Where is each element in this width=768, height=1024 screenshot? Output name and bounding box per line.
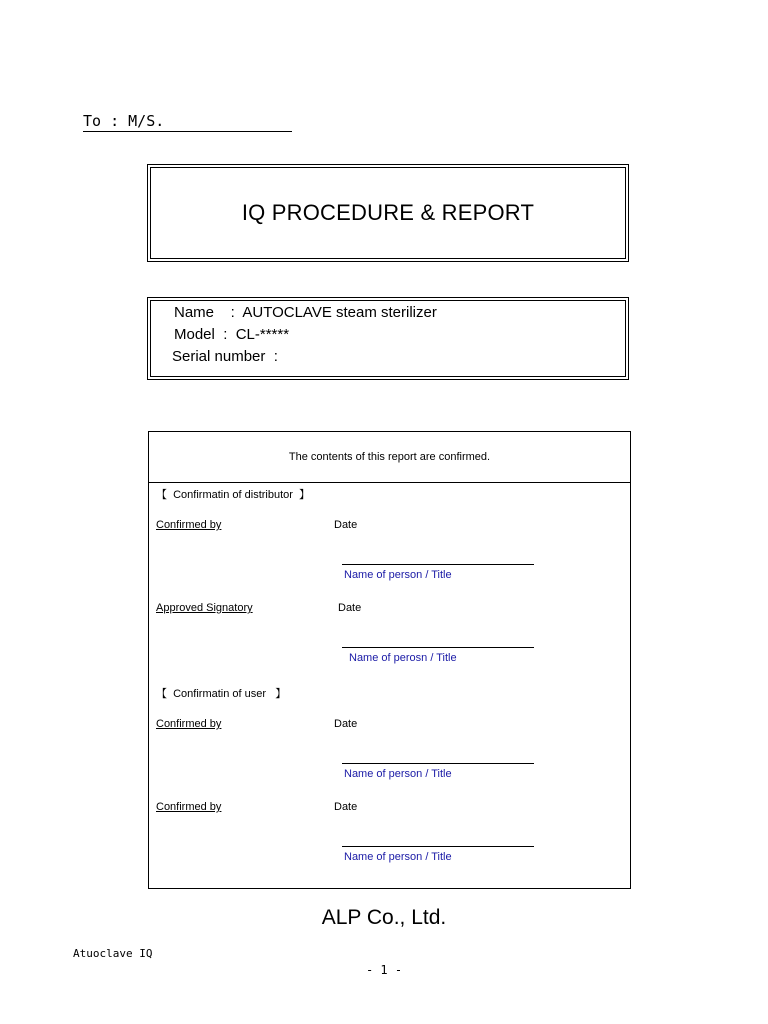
confirmed-by-label: Confirmed by [156,718,222,730]
title-box [147,164,629,262]
signature-caption: Name of perosn / Title [349,652,457,664]
equipment-info-box [147,297,629,380]
equipment-name-row: Name : AUTOCLAVE steam sterilizer [174,304,437,321]
confirmation-box [148,431,631,889]
date-label: Date [334,718,358,730]
company-name: ALP Co., Ltd. [321,906,447,929]
confirmation-header: The contents of this report are confirmed. [149,432,630,483]
signature-caption: Name of person / Title [344,569,452,581]
approved-signatory-label: Approved Signatory [156,602,253,614]
page-number: - 1 - [365,963,403,977]
confirmed-by-label: Confirmed by [156,519,222,531]
date-label: Date [334,801,358,813]
date-label: Date [334,519,358,531]
signature-line[interactable] [342,564,534,565]
user-section-heading: 【 Confirmatin of user 】 [156,688,287,700]
to-recipient-line: To : M/S. [83,112,292,132]
date-label: Date [338,602,362,614]
confirmed-by-label: Confirmed by [156,801,222,813]
equipment-serial-row: Serial number : [172,348,278,365]
distributor-section-heading: 【 Confirmatin of distributor 】 [156,489,311,501]
footer-document-name: Atuoclave IQ [73,947,153,960]
signature-line[interactable] [342,763,534,764]
document-title: IQ PROCEDURE & REPORT [241,200,535,225]
signature-line[interactable] [342,647,534,648]
signature-caption: Name of person / Title [344,768,452,780]
equipment-model-row: Model : CL-***** [174,326,290,343]
signature-line[interactable] [342,846,534,847]
signature-caption: Name of person / Title [344,851,452,863]
